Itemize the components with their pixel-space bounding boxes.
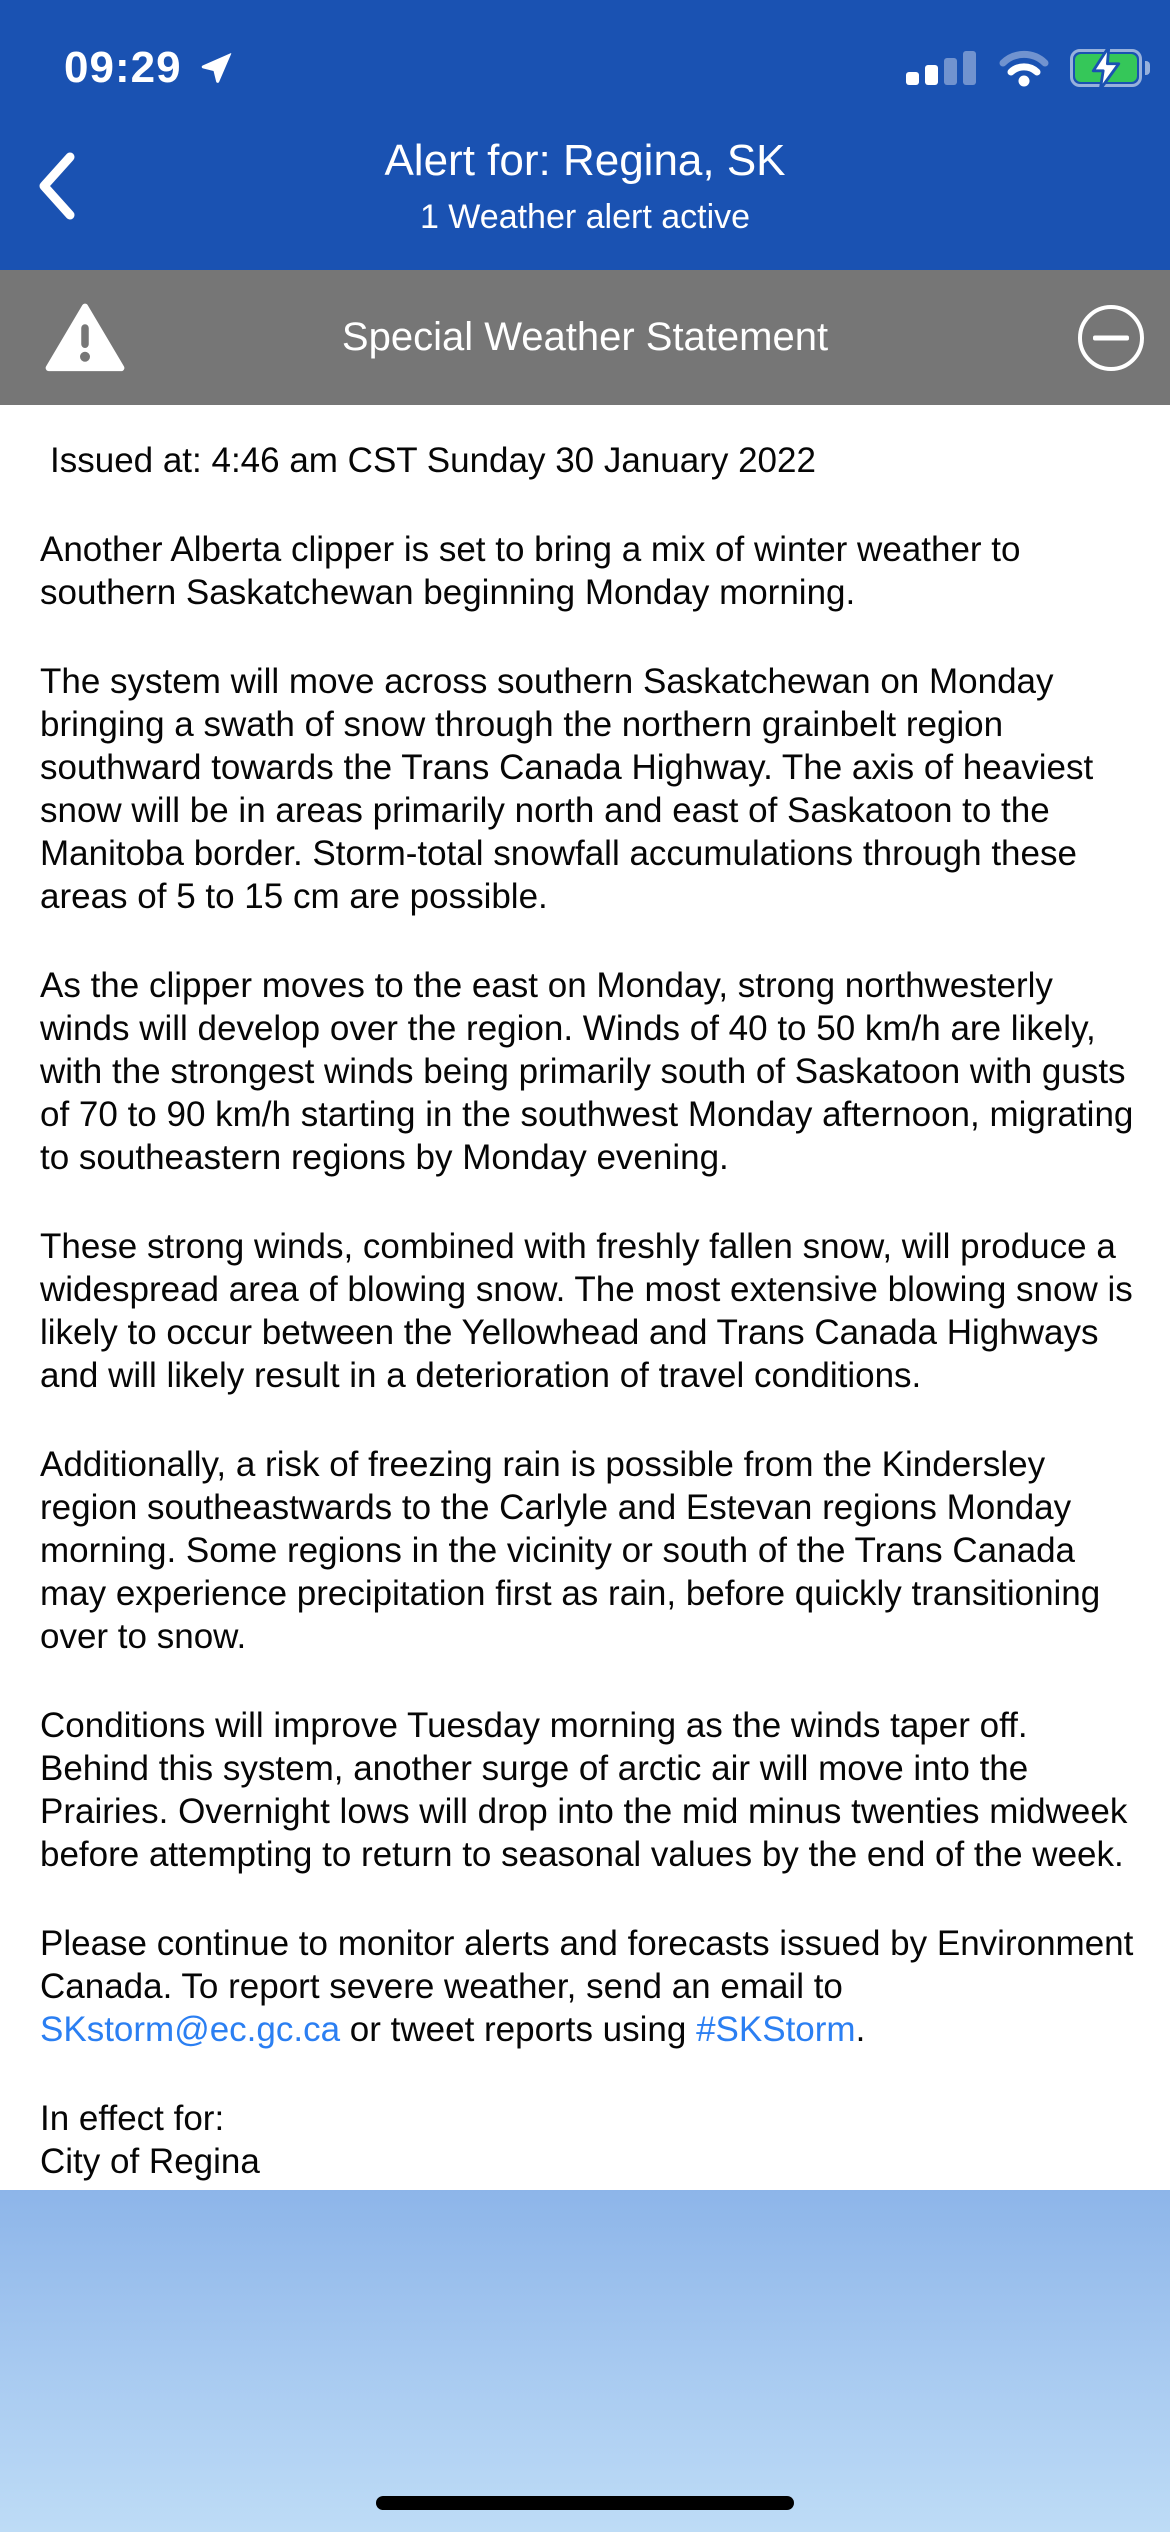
charging-bolt-icon	[1089, 45, 1123, 91]
nav-bar	[0, 102, 1170, 270]
bulletin-paragraph-monitor	[40, 1922, 1134, 2051]
status-time: 09:29	[64, 43, 182, 92]
wifi-icon	[998, 49, 1050, 87]
bulletin-paragraph: Additionally, a risk of freezing rain is possible from the Kindersley region southeastwards to the Carlyle and Estevan regions Monday morning. Some regions in the vicinity or south of the Trans Canada may experience precipitation first as rain, before quickly transitioning over to snow.	[40, 1445, 1101, 1656]
issued-timestamp: Issued at: 4:46 am CST Sunday 30 January 2022	[50, 441, 816, 480]
home-indicator[interactable]	[376, 2496, 794, 2510]
bulletin-paragraph: Another Alberta clipper is set to bring a mix of winter weather to southern Saskatchewan beginning Monday morning.	[40, 530, 1021, 612]
collapse-alert-button[interactable]	[1078, 305, 1144, 371]
in-effect-block	[40, 2097, 1134, 2183]
page-subtitle: 1 Weather alert active	[419, 197, 751, 236]
status-icons	[906, 49, 1142, 87]
monitor-text: or tweet reports using	[340, 2010, 697, 2049]
in-effect-region: City of Regina	[40, 2142, 260, 2181]
alert-title: Special Weather Statement	[341, 315, 829, 359]
back-button[interactable]	[28, 146, 84, 226]
minus-circle-icon	[1093, 335, 1129, 340]
monitor-text: .	[855, 2010, 866, 2049]
footer-gradient	[0, 2190, 1170, 2532]
in-effect-label: In effect for:	[40, 2099, 225, 2138]
chevron-left-icon	[36, 152, 76, 220]
bulletin-paragraph: The system will move across southern Saskatchewan on Monday bringing a swath of snow through the northern grainbelt region southward towards the Trans Canada Highway. The axis of heaviest snow will be in areas primarily north and east of Saskatoon to the Manitoba border. Storm-total snowfall accumulations through these areas of 5 to 15 cm are possible.	[40, 662, 1094, 916]
battery-nub	[1145, 61, 1150, 75]
status-bar	[0, 0, 1170, 102]
app-header	[0, 0, 1170, 270]
bulletin-paragraph: These strong winds, combined with freshly fallen snow, will produce a widespread area of blowing snow. The most extensive blowing snow is likely to occur between the Yellowhead and Trans Canada Highways and will likely result in a deterioration of travel conditions.	[40, 1227, 1133, 1395]
monitor-text: Please continue to monitor alerts and forecasts issued by Environment Canada. To report severe weather, send an email to	[40, 1924, 1134, 2006]
alert-header-bar	[0, 270, 1170, 405]
bulletin-paragraph: As the clipper moves to the east on Monday, strong northwesterly winds will develop over the region. Winds of 40 to 50 km/h are likely, with the strongest winds being primarily south of Saskatoon with gusts of 70 to 90 km/h starting in the southwest Monday afternoon, migrating to southeastern regions by Monday evening.	[40, 966, 1134, 1177]
warning-triangle-icon	[45, 303, 125, 373]
bulletin-body	[0, 405, 1170, 2190]
battery-charging-icon	[1070, 49, 1142, 87]
bulletin-paragraph: Conditions will improve Tuesday morning as the winds taper off. Behind this system, another surge of arctic air will move into the Prairies. Overnight lows will drop into the mid minus twenties midweek before attempting to return to seasonal values by the end of the week.	[40, 1706, 1128, 1874]
hashtag-link[interactable]: #SKStorm	[696, 2010, 856, 2049]
cellular-signal-icon	[906, 50, 978, 86]
email-link[interactable]: SKstorm@ec.gc.ca	[40, 2010, 341, 2049]
location-arrow-icon	[198, 50, 234, 86]
page-title: Alert for: Regina, SK	[384, 135, 786, 185]
